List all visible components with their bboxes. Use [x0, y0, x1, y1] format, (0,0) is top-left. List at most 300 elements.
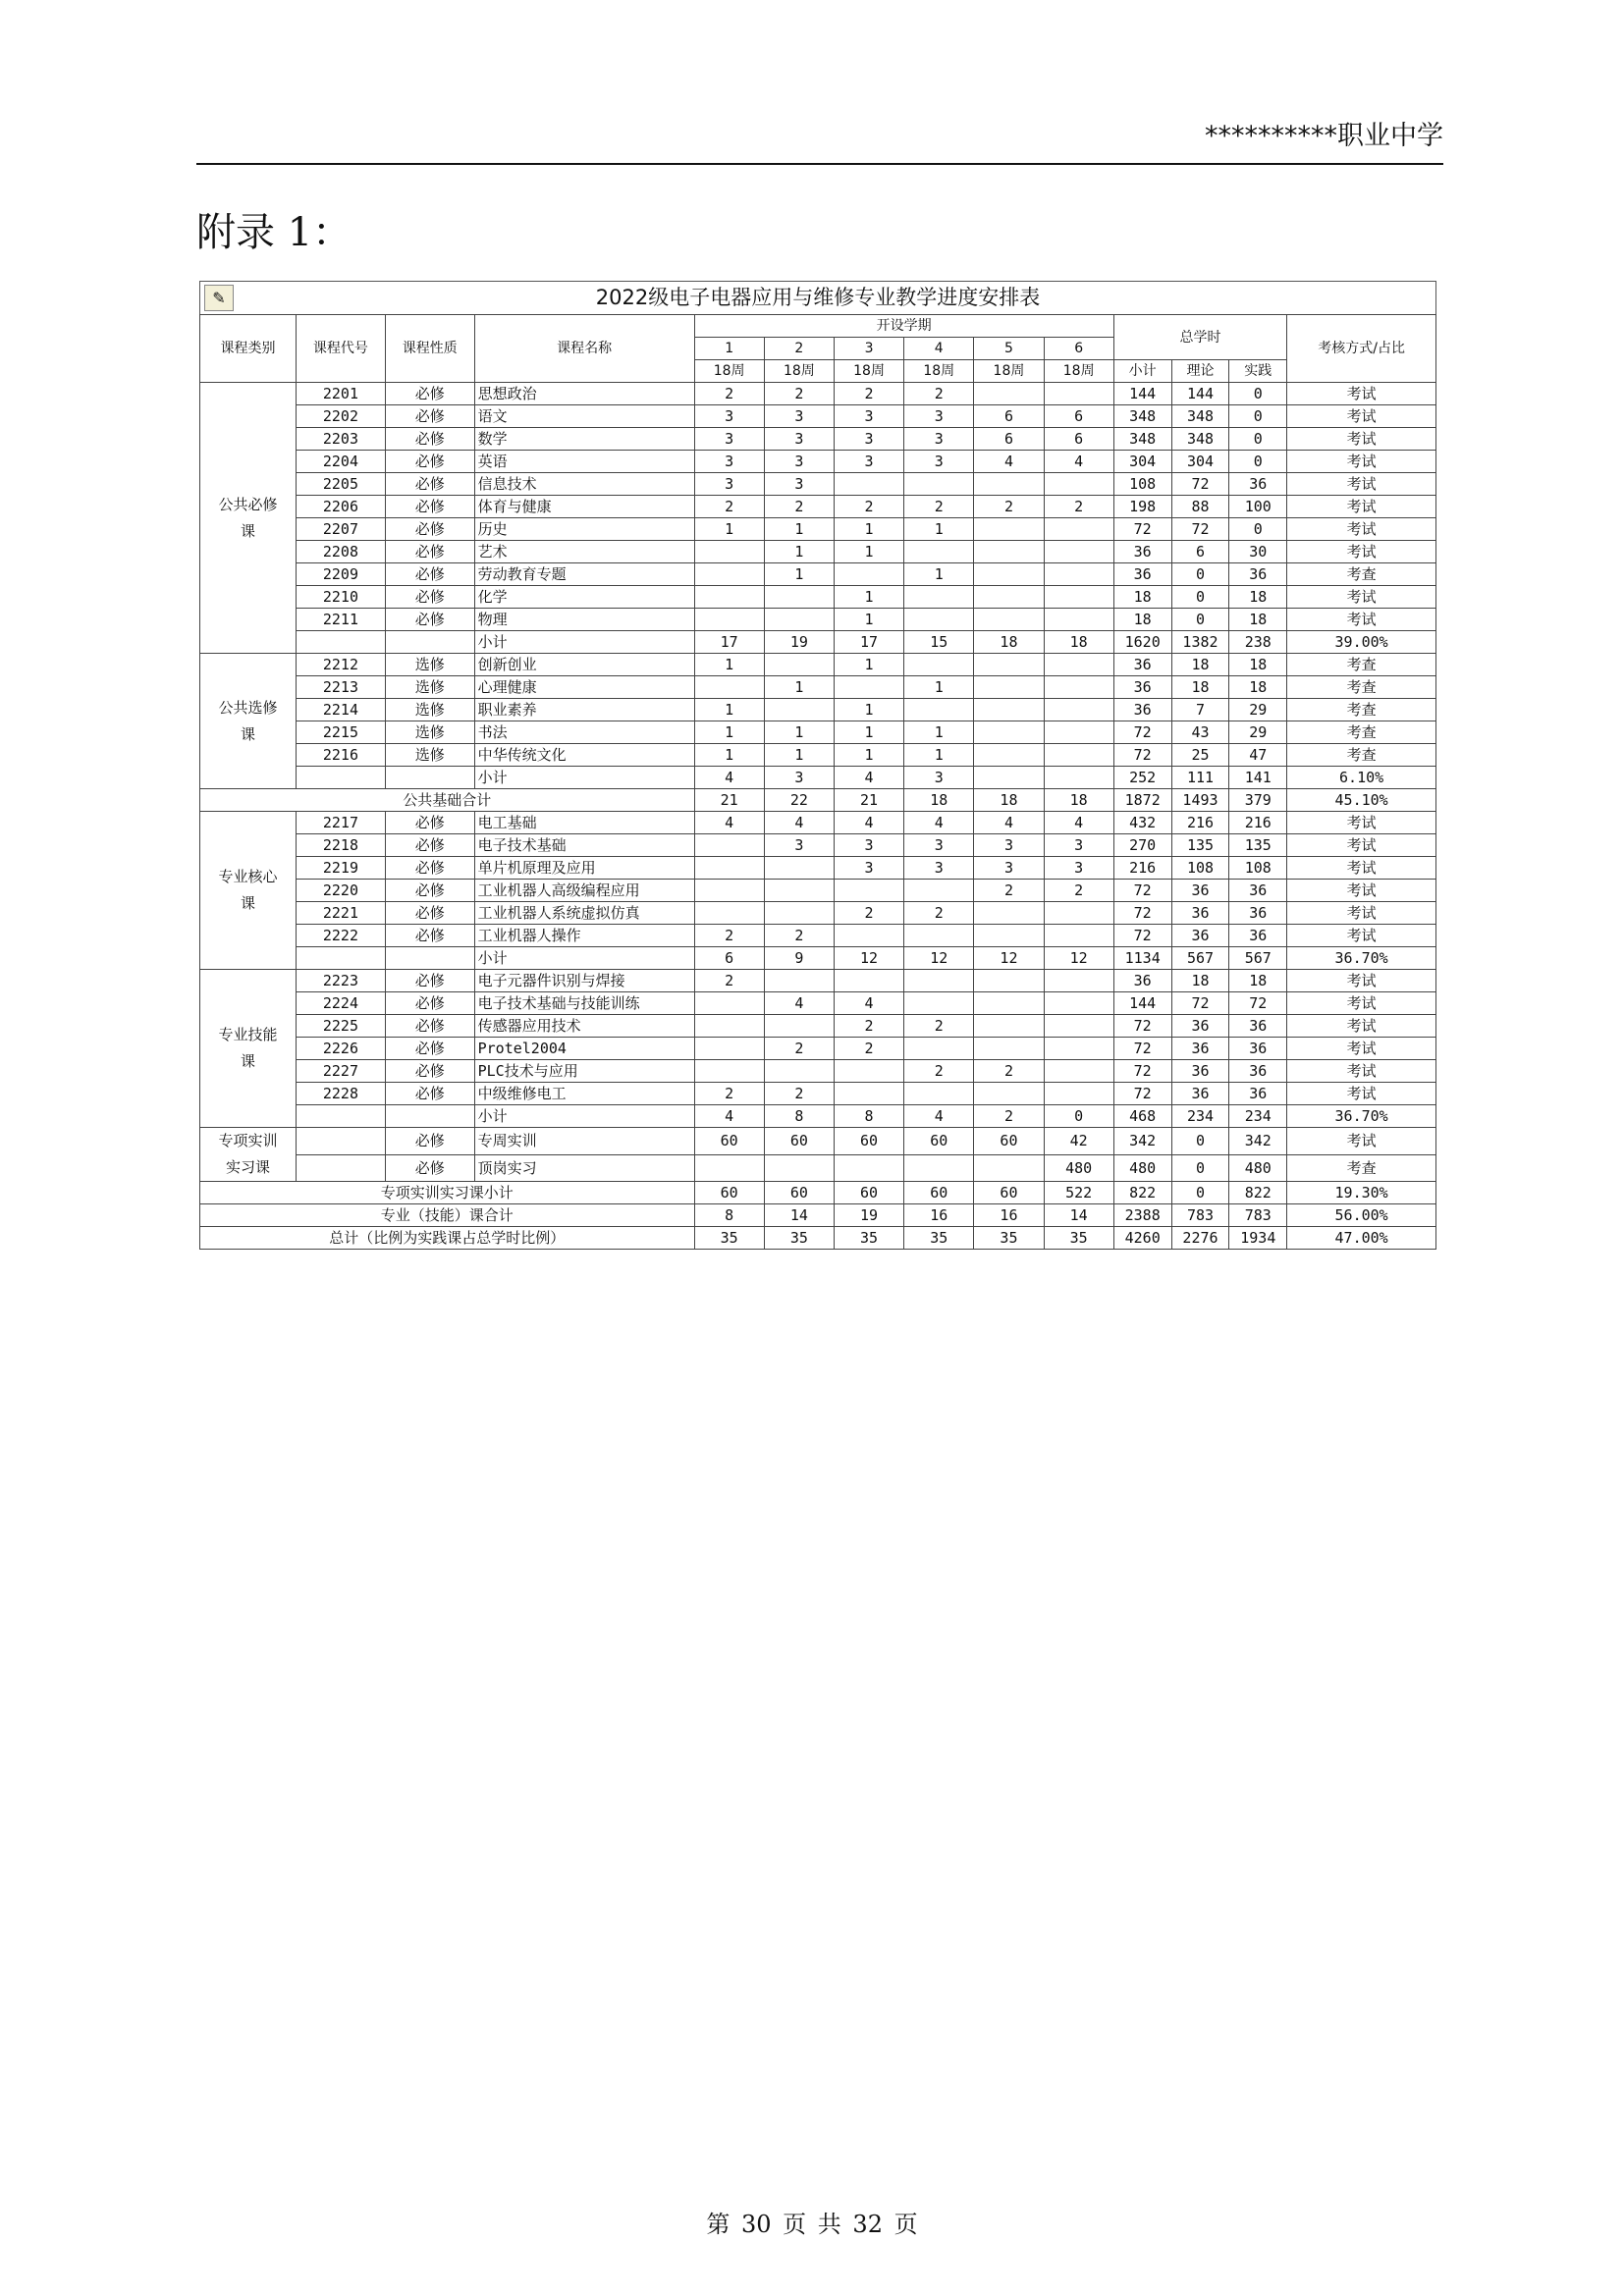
table-cell	[904, 473, 974, 496]
table-cell: 考试	[1287, 383, 1436, 405]
table-cell: 468	[1113, 1105, 1171, 1128]
table-cell: 2	[904, 383, 974, 405]
table-cell: 72	[1229, 992, 1287, 1015]
table-cell	[1044, 970, 1113, 992]
table-cell: 234	[1171, 1105, 1229, 1128]
table-cell: 270	[1113, 834, 1171, 857]
table-cell: 783	[1171, 1204, 1229, 1227]
course-name-cell: 小计	[474, 1105, 694, 1128]
table-cell	[764, 1015, 834, 1038]
course-name-cell: 中级维修电工	[474, 1083, 694, 1105]
table-cell: 2	[764, 925, 834, 947]
table-cell: 14	[1044, 1204, 1113, 1227]
course-code-cell: 2210	[297, 586, 386, 609]
table-cell: 39.00%	[1287, 631, 1436, 654]
page-number-footer: 第 30 页 共 32 页	[706, 2211, 918, 2238]
course-nature-cell	[385, 947, 474, 970]
merged-summary-label: 专业（技能）课合计	[200, 1204, 695, 1227]
table-row	[200, 744, 1436, 767]
course-nature-cell	[385, 1105, 474, 1128]
table-cell: 3	[974, 857, 1044, 880]
table-row	[200, 473, 1436, 496]
table-row	[200, 1204, 1436, 1227]
table-cell: 19	[834, 1204, 903, 1227]
table-cell: 4	[694, 1105, 764, 1128]
table-row	[200, 1105, 1436, 1128]
course-code-cell: 2219	[297, 857, 386, 880]
course-name-cell: Protel2004	[474, 1038, 694, 1060]
course-code-cell: 2208	[297, 541, 386, 563]
table-row	[200, 1227, 1436, 1250]
table-cell: 17	[834, 631, 903, 654]
table-cell: 考试	[1287, 451, 1436, 473]
table-cell: 12	[904, 947, 974, 970]
spreadsheet-icon: ✎	[204, 285, 234, 311]
table-row	[200, 563, 1436, 586]
table-cell: 4	[1044, 812, 1113, 834]
course-name-cell: 语文	[474, 405, 694, 428]
table-cell: 2	[974, 1060, 1044, 1083]
table-cell: 348	[1113, 428, 1171, 451]
table-cell: 2	[904, 496, 974, 518]
table-cell: 3	[764, 451, 834, 473]
course-nature-cell: 必修	[385, 1038, 474, 1060]
course-code-cell: 2223	[297, 970, 386, 992]
course-name-cell: 工业机器人系统虚拟仿真	[474, 902, 694, 925]
table-cell: 60	[834, 1128, 903, 1155]
header-category: 课程类别	[200, 315, 297, 383]
table-cell	[764, 857, 834, 880]
table-cell: 3	[694, 405, 764, 428]
course-nature-cell: 必修	[385, 992, 474, 1015]
table-cell: 6	[1171, 541, 1229, 563]
table-cell: 3	[764, 428, 834, 451]
course-code-cell: 2209	[297, 563, 386, 586]
table-row	[200, 405, 1436, 428]
table-cell	[974, 992, 1044, 1015]
course-nature-cell: 必修	[385, 970, 474, 992]
course-code-cell: 2227	[297, 1060, 386, 1083]
table-cell: 25	[1171, 744, 1229, 767]
table-cell	[764, 699, 834, 721]
course-code-cell: 2206	[297, 496, 386, 518]
table-cell: 1134	[1113, 947, 1171, 970]
table-cell: 3	[834, 834, 903, 857]
table-cell: 144	[1113, 383, 1171, 405]
table-cell: 60	[694, 1128, 764, 1155]
table-row	[200, 1015, 1436, 1038]
table-cell: 480	[1044, 1154, 1113, 1182]
table-cell: 29	[1229, 721, 1287, 744]
course-name-cell: 思想政治	[474, 383, 694, 405]
table-cell: 1382	[1171, 631, 1229, 654]
table-cell: 17	[694, 631, 764, 654]
table-cell: 1	[904, 676, 974, 699]
table-cell: 2	[974, 496, 1044, 518]
table-cell: 36	[1171, 925, 1229, 947]
table-cell: 342	[1113, 1128, 1171, 1155]
table-cell: 1493	[1171, 789, 1229, 812]
table-cell: 考试	[1287, 586, 1436, 609]
course-code-cell: 2211	[297, 609, 386, 631]
table-cell	[904, 992, 974, 1015]
table-cell: 6	[974, 428, 1044, 451]
table-row	[200, 925, 1436, 947]
table-cell: 3	[904, 767, 974, 789]
table-cell	[974, 1154, 1044, 1182]
course-code-cell: 2203	[297, 428, 386, 451]
table-cell: 1	[834, 541, 903, 563]
table-cell: 36	[1229, 1038, 1287, 1060]
header-code: 课程代号	[297, 315, 386, 383]
table-cell: 348	[1113, 405, 1171, 428]
table-header	[200, 315, 1436, 383]
table-cell: 2	[904, 1015, 974, 1038]
table-cell: 2	[834, 496, 903, 518]
table-cell: 522	[1044, 1182, 1113, 1204]
course-name-cell: 专周实训	[474, 1128, 694, 1155]
table-cell: 2276	[1171, 1227, 1229, 1250]
table-cell: 21	[694, 789, 764, 812]
table-cell: 141	[1229, 767, 1287, 789]
header-semester: 6	[1044, 338, 1113, 360]
table-cell: 4	[974, 451, 1044, 473]
table-cell: 35	[764, 1227, 834, 1250]
table-cell: 36	[1229, 473, 1287, 496]
table-cell: 35	[904, 1227, 974, 1250]
table-cell: 6	[974, 405, 1044, 428]
header-weeks: 18周	[834, 360, 903, 383]
course-name-cell: 创新创业	[474, 654, 694, 676]
course-code-cell: 2216	[297, 744, 386, 767]
table-body	[200, 383, 1436, 1250]
table-cell	[974, 563, 1044, 586]
table-cell	[834, 563, 903, 586]
table-cell	[1044, 1038, 1113, 1060]
course-code-cell: 2228	[297, 1083, 386, 1105]
table-cell	[1044, 699, 1113, 721]
table-cell: 4	[764, 992, 834, 1015]
course-code-cell: 2207	[297, 518, 386, 541]
table-cell: 1	[694, 721, 764, 744]
table-cell	[1044, 1060, 1113, 1083]
table-cell: 考试	[1287, 518, 1436, 541]
table-cell: 12	[834, 947, 903, 970]
course-code-cell: 2221	[297, 902, 386, 925]
table-cell: 36	[1171, 1060, 1229, 1083]
table-row	[200, 654, 1436, 676]
table-cell: 2	[834, 383, 903, 405]
table-cell	[694, 857, 764, 880]
table-cell: 4	[694, 812, 764, 834]
table-cell: 72	[1113, 925, 1171, 947]
table-cell: 19	[764, 631, 834, 654]
course-code-cell: 2201	[297, 383, 386, 405]
table-cell: 0	[1171, 609, 1229, 631]
table-cell: 198	[1113, 496, 1171, 518]
table-cell	[1044, 676, 1113, 699]
table-cell: 1	[694, 654, 764, 676]
course-name-cell: 电子技术基础与技能训练	[474, 992, 694, 1015]
table-cell: 21	[834, 789, 903, 812]
table-cell: 12	[1044, 947, 1113, 970]
table-cell	[904, 970, 974, 992]
table-cell: 1	[904, 518, 974, 541]
course-code-cell: 2212	[297, 654, 386, 676]
table-cell	[694, 1154, 764, 1182]
table-cell: 3	[904, 451, 974, 473]
table-cell: 考试	[1287, 1038, 1436, 1060]
table-cell: 18	[1113, 609, 1171, 631]
course-name-cell: 数学	[474, 428, 694, 451]
table-cell: 考查	[1287, 721, 1436, 744]
table-cell: 822	[1113, 1182, 1171, 1204]
course-code-cell: 2224	[297, 992, 386, 1015]
table-cell: 0	[1171, 1182, 1229, 1204]
table-cell: 72	[1113, 880, 1171, 902]
table-cell: 108	[1113, 473, 1171, 496]
course-name-cell: 顶岗实习	[474, 1154, 694, 1182]
table-cell: 4	[974, 812, 1044, 834]
table-cell: 1	[764, 541, 834, 563]
table-cell	[834, 970, 903, 992]
table-cell: 144	[1113, 992, 1171, 1015]
course-nature-cell: 必修	[385, 451, 474, 473]
table-cell	[904, 699, 974, 721]
table-cell: 1	[834, 518, 903, 541]
course-name-cell: 传感器应用技术	[474, 1015, 694, 1038]
table-cell	[1044, 767, 1113, 789]
header-course-name: 课程名称	[474, 315, 694, 383]
course-nature-cell: 必修	[385, 857, 474, 880]
table-cell: 18	[1229, 970, 1287, 992]
table-cell: 4	[904, 812, 974, 834]
table-cell: 36	[1171, 902, 1229, 925]
table-cell: 3	[1044, 857, 1113, 880]
table-cell	[974, 925, 1044, 947]
table-cell: 1	[764, 518, 834, 541]
course-name-cell: 单片机原理及应用	[474, 857, 694, 880]
table-cell: 72	[1113, 1060, 1171, 1083]
table-cell: 2	[834, 902, 903, 925]
table-cell: 3	[834, 451, 903, 473]
course-nature-cell: 选修	[385, 721, 474, 744]
course-nature-cell: 必修	[385, 1154, 474, 1182]
table-cell: 3	[694, 473, 764, 496]
table-cell	[764, 1154, 834, 1182]
school-name-header: **********职业中学	[1205, 121, 1443, 151]
table-cell: 2	[834, 1038, 903, 1060]
table-cell: 4	[834, 992, 903, 1015]
table-cell	[834, 676, 903, 699]
table-cell: 45.10%	[1287, 789, 1436, 812]
table-cell: 144	[1171, 383, 1229, 405]
table-cell: 0	[1229, 405, 1287, 428]
table-cell: 1	[834, 609, 903, 631]
table-cell: 3	[834, 857, 903, 880]
table-cell: 47	[1229, 744, 1287, 767]
table-cell	[974, 902, 1044, 925]
table-cell: 18	[1044, 631, 1113, 654]
table-cell: 3	[694, 451, 764, 473]
table-cell: 2	[974, 880, 1044, 902]
table-cell	[974, 383, 1044, 405]
course-code-cell: 2213	[297, 676, 386, 699]
course-nature-cell: 选修	[385, 699, 474, 721]
table-cell: 60	[834, 1182, 903, 1204]
table-row	[200, 970, 1436, 992]
table-cell	[834, 880, 903, 902]
table-cell: 考试	[1287, 1060, 1436, 1083]
table-row	[200, 902, 1436, 925]
table-cell: 72	[1113, 721, 1171, 744]
table-cell: 72	[1113, 1015, 1171, 1038]
table-cell: 0	[1044, 1105, 1113, 1128]
table-cell: 15	[904, 631, 974, 654]
table-cell	[904, 1038, 974, 1060]
table-row	[200, 721, 1436, 744]
table-cell: 480	[1113, 1154, 1171, 1182]
table-cell	[1044, 518, 1113, 541]
table-cell: 72	[1113, 1083, 1171, 1105]
table-cell: 0	[1229, 518, 1287, 541]
table-cell: 18	[1171, 970, 1229, 992]
table-cell: 9	[764, 947, 834, 970]
table-cell: 考查	[1287, 699, 1436, 721]
table-cell: 72	[1113, 902, 1171, 925]
table-cell	[974, 473, 1044, 496]
course-nature-cell: 必修	[385, 496, 474, 518]
table-title: 2022级电子电器应用与维修专业教学进度安排表	[595, 286, 1041, 309]
table-cell	[1044, 1083, 1113, 1105]
table-cell	[974, 970, 1044, 992]
table-cell: 2	[694, 496, 764, 518]
header-total-hours: 总学时	[1113, 315, 1286, 360]
table-cell: 考试	[1287, 1015, 1436, 1038]
table-cell: 35	[694, 1227, 764, 1250]
table-cell	[974, 1083, 1044, 1105]
course-name-cell: 劳动教育专题	[474, 563, 694, 586]
table-cell: 111	[1171, 767, 1229, 789]
course-name-cell: 书法	[474, 721, 694, 744]
table-cell: 18	[904, 789, 974, 812]
table-row	[200, 631, 1436, 654]
table-cell: 348	[1171, 428, 1229, 451]
header-semester: 4	[904, 338, 974, 360]
table-cell	[1044, 383, 1113, 405]
table-cell	[974, 541, 1044, 563]
table-cell: 18	[974, 789, 1044, 812]
header-weeks: 18周	[974, 360, 1044, 383]
table-cell: 348	[1171, 405, 1229, 428]
table-cell	[694, 834, 764, 857]
table-cell: 216	[1171, 812, 1229, 834]
table-cell: 35	[974, 1227, 1044, 1250]
course-name-cell: 工业机器人高级编程应用	[474, 880, 694, 902]
table-cell: 8	[834, 1105, 903, 1128]
table-cell: 2	[694, 1083, 764, 1105]
table-cell: 783	[1229, 1204, 1287, 1227]
table-cell: 60	[764, 1128, 834, 1155]
table-cell: 7	[1171, 699, 1229, 721]
table-cell: 考试	[1287, 428, 1436, 451]
course-code-cell	[297, 947, 386, 970]
table-cell: 304	[1113, 451, 1171, 473]
table-row	[200, 1182, 1436, 1204]
table-cell: 考查	[1287, 1154, 1436, 1182]
table-cell: 135	[1171, 834, 1229, 857]
table-cell: 0	[1229, 428, 1287, 451]
course-nature-cell: 必修	[385, 834, 474, 857]
table-cell: 567	[1229, 947, 1287, 970]
table-cell: 22	[764, 789, 834, 812]
table-title-bar	[199, 281, 1436, 314]
table-row	[200, 451, 1436, 473]
table-row	[200, 609, 1436, 631]
table-cell: 2	[764, 1083, 834, 1105]
course-nature-cell: 必修	[385, 428, 474, 451]
table-cell: 36	[1171, 1015, 1229, 1038]
table-cell	[1044, 992, 1113, 1015]
table-cell: 考试	[1287, 541, 1436, 563]
table-cell: 2	[764, 1038, 834, 1060]
table-cell: 2	[1044, 880, 1113, 902]
table-cell	[694, 1038, 764, 1060]
table-cell: 3	[764, 767, 834, 789]
table-cell: 考查	[1287, 563, 1436, 586]
header-semester: 1	[694, 338, 764, 360]
table-cell: 36	[1229, 1060, 1287, 1083]
course-code-cell: 2217	[297, 812, 386, 834]
course-nature-cell	[385, 631, 474, 654]
table-cell: 考查	[1287, 744, 1436, 767]
table-cell	[904, 654, 974, 676]
table-cell: 3	[904, 857, 974, 880]
course-code-cell: 2218	[297, 834, 386, 857]
table-cell	[694, 676, 764, 699]
table-cell: 4	[904, 1105, 974, 1128]
merged-summary-label: 总计（比例为实践课占总学时比例）	[200, 1227, 695, 1250]
table-cell	[694, 1015, 764, 1038]
table-cell: 1	[834, 586, 903, 609]
table-cell: 2	[694, 970, 764, 992]
table-row	[200, 767, 1436, 789]
table-cell	[974, 1015, 1044, 1038]
table-cell: 1	[764, 721, 834, 744]
table-row	[200, 383, 1436, 405]
course-nature-cell: 必修	[385, 609, 474, 631]
table-cell: 6	[1044, 405, 1113, 428]
table-cell: 567	[1171, 947, 1229, 970]
table-cell: 36	[1113, 676, 1171, 699]
table-cell: 1	[694, 744, 764, 767]
table-cell	[1044, 744, 1113, 767]
course-nature-cell: 必修	[385, 1083, 474, 1105]
table-row	[200, 1128, 1436, 1155]
course-name-cell: 历史	[474, 518, 694, 541]
table-cell: 60	[974, 1128, 1044, 1155]
course-nature-cell: 必修	[385, 1060, 474, 1083]
table-cell: 379	[1229, 789, 1287, 812]
table-cell: 19.30%	[1287, 1182, 1436, 1204]
table-cell	[764, 609, 834, 631]
table-cell: 135	[1229, 834, 1287, 857]
table-cell: 2	[834, 1015, 903, 1038]
table-cell: 36.70%	[1287, 947, 1436, 970]
course-name-cell: 心理健康	[474, 676, 694, 699]
table-cell	[1044, 925, 1113, 947]
table-cell: 18	[1229, 609, 1287, 631]
